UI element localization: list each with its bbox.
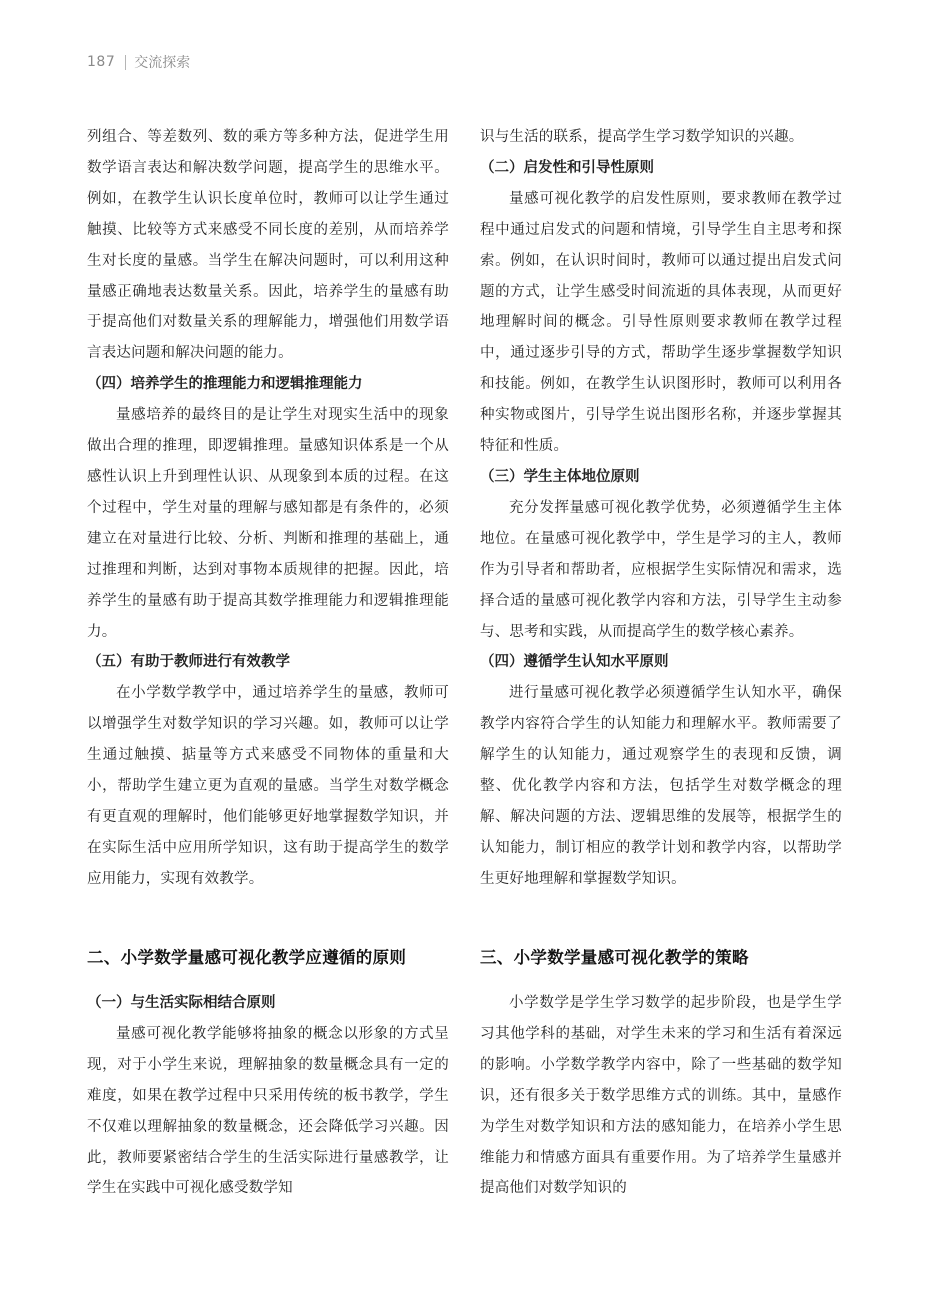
- paragraph: 小学数学是学生学习数学的起步阶段，也是学生学习其他学科的基础，对学生未来的学习和生活有着深远的影响。小学数学教学内容中，除了一些基础的数学知识，还有很多关于数学思维方式的训练。其中，量感作为学生对数学知识和方法的感知能力，在培养小学生思维能力和情感方面具有重要作用。为了培养学生量感并提高他们对数学知识的: [480, 995, 842, 1197]
- paragraph: 识与生活的联系，提高学生学习数学知识的兴趣。: [480, 129, 804, 145]
- section-heading: 二、小学数学量感可视化教学应遵循的原则: [87, 948, 407, 967]
- subheading: （四）遵循学生认知水平原则: [480, 654, 669, 671]
- paragraph: 量感可视化教学能够将抽象的概念以形象的方式呈现，对于小学生来说，理解抽象的数量概念具有一定的难度，如果在教学过程中只采用传统的板书教学，学生不仅难以理解抽象的数量概念，还会降低学习兴趣。因此，教师要紧密结合学生的生活实际进行量感教学，让学生在实践中可视化感受数学知: [87, 1025, 449, 1197]
- paragraph: 量感可视化教学的启发性原则，要求教师在教学过程中通过启发式的问题和情境，引导学生自主思考和探索。例如，在认识时间时，教师可以通过提出启发式问题的方式，让学生感受时间流逝的具体表现，从而更好地理解时间的概念。引导性原则要求教师在教学过程中，通过逐步引导的方式，帮助学生逐步掌握数学知识和技能。例如，在教学生认识图形时，教师可以利用各种实物或图片，引导学生说出图形名称，并逐步掌握其特征和性质。: [480, 190, 842, 455]
- right-column: [480, 122, 842, 895]
- paragraph: 列组合、等差数列、数的乘方等多种方法，促进学生用数学语言表达和解决数学问题，提高学生的思维水平。例如，在教学生认识长度单位时，教师可以让学生通过触摸、比较等方式来感受不同长度的差别，从而培养学生对长度的量感。当学生在解决问题时，可以利用这种量感正确地表达数量关系。因此，培养学生的量感有助于提高他们对数量关系的理解能力，增强他们用数学语言表达问题和解决问题的能力。: [87, 129, 449, 362]
- right-column-lower: [480, 988, 842, 1204]
- paragraph: 充分发挥量感可视化教学优势，必须遵循学生主体地位。在量感可视化教学中，学生是学习的主人，教师作为引导者和帮助者，应根据学生实际情况和需求，选择合适的量感可视化教学内容和方法，引导学生主动参与、思考和实践，从而提高学生的数学核心素养。: [480, 499, 842, 640]
- left-column: [87, 122, 449, 895]
- header-divider: [125, 55, 126, 70]
- paragraph: 进行量感可视化教学必须遵循学生认知水平，确保教学内容符合学生的认知能力和理解水平。教师需要了解学生的认知能力，通过观察学生的表现和反馈，调整、优化教学内容和方法，包括学生对数学概念的理解、解决问题的方法、逻辑思维的发展等，根据学生的认知能力，制订相应的教学计划和教学内容，以帮助学生更好地理解和掌握数学知识。: [480, 685, 842, 887]
- subheading: （四）培养学生的推理能力和逻辑推理能力: [87, 376, 363, 393]
- section-label: 交流探索: [134, 55, 191, 71]
- paragraph: 量感培养的最终目的是让学生对现实生活中的现象做出合理的推理，即逻辑推理。量感知识体系是一个从感性认识上升到理性认识、从现象到本质的过程。在这个过程中，学生对量的理解与感知都是有条件的，必须建立在对量进行比较、分析、判断和推理的基础上，通过推理和判断，达到对事物本质规律的把握。因此，培养学生的量感有助于提高其数学推理能力和逻辑推理能力。: [87, 407, 449, 640]
- section-heading: 三、小学数学量感可视化教学的策略: [480, 948, 749, 967]
- subheading: （三）学生主体地位原则: [480, 468, 640, 485]
- page-number: 187: [87, 54, 116, 70]
- subheading: （二）启发性和引导性原则: [480, 159, 654, 176]
- subheading: （五）有助于教师进行有效教学: [87, 654, 290, 671]
- left-column-lower: [87, 988, 449, 1204]
- paragraph: 在小学数学教学中，通过培养学生的量感，教师可以增强学生对数学知识的学习兴趣。如，教师可以让学生通过触摸、掂量等方式来感受不同物体的重量和大小，帮助学生建立更为直观的量感。当学生对数学概念有更直观的理解时，他们能够更好地掌握数学知识，并在实际生活中应用所学知识，这有助于提高学生的数学应用能力，实现有效教学。: [87, 685, 449, 887]
- running-header: [87, 52, 190, 72]
- subheading: （一）与生活实际相结合原则: [87, 995, 276, 1011]
